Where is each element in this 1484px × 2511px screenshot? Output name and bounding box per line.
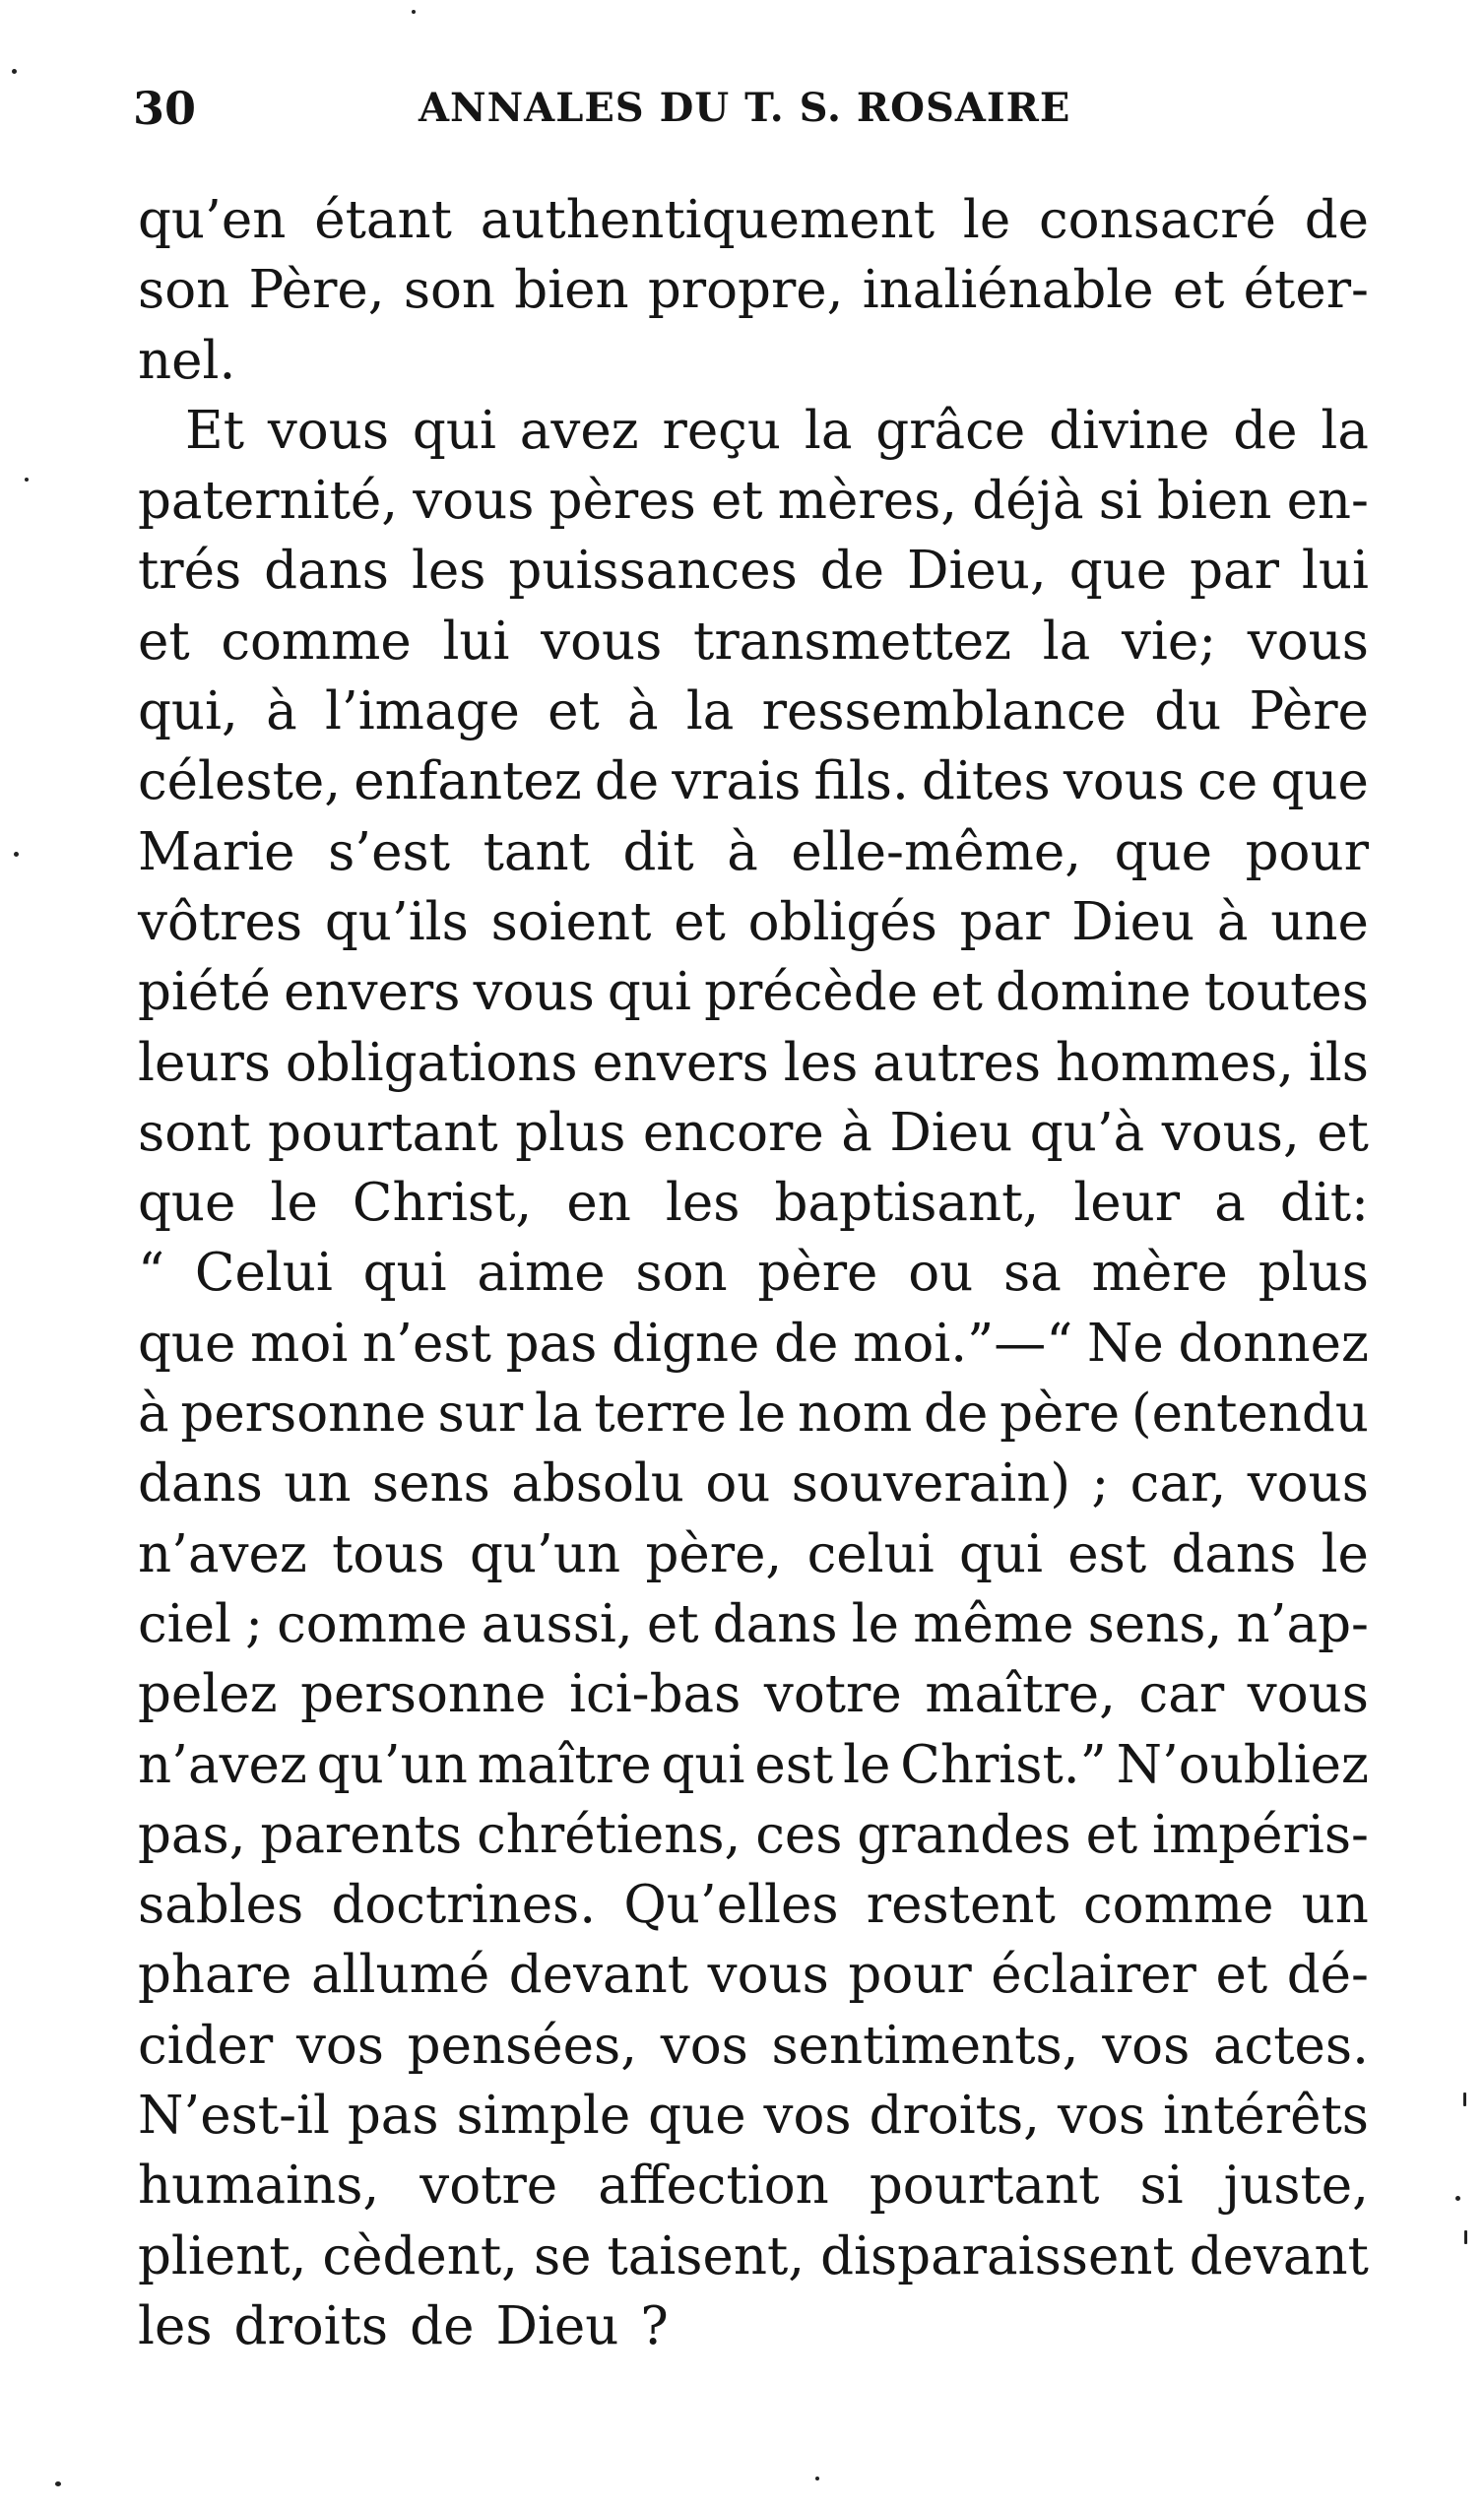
word: pas: [347, 2086, 439, 2147]
word: Dieu: [495, 2295, 619, 2356]
word: comme: [277, 1593, 468, 1654]
text-line: [138, 957, 1369, 1027]
word: Qu’elles: [623, 1875, 839, 1936]
word: pour: [848, 1945, 972, 2006]
text-line: [138, 1238, 1369, 1308]
word: les: [138, 2295, 213, 2356]
word: sa: [1003, 1243, 1062, 1304]
word: Christ,: [352, 1173, 533, 1234]
word: par: [1190, 541, 1279, 602]
word: pères: [548, 471, 696, 532]
word: propre,: [647, 260, 844, 321]
word: le: [270, 1173, 318, 1234]
word: autres: [872, 1032, 1042, 1093]
word: éclairer: [991, 1945, 1196, 2006]
word: lui: [1301, 541, 1369, 602]
word: humains,: [138, 2156, 380, 2217]
text-line: [138, 2221, 1369, 2291]
word: vous: [1063, 751, 1186, 812]
word: divine: [1049, 400, 1210, 461]
word: toutes: [1203, 962, 1369, 1023]
text-line: [138, 2151, 1369, 2221]
word: inaliénable: [862, 260, 1154, 321]
word: ressemblance: [761, 681, 1128, 742]
scan-speck: [815, 2477, 819, 2480]
word: ciel: [138, 1593, 231, 1654]
word: ces: [755, 1804, 843, 1865]
word: sens,: [1087, 1593, 1223, 1654]
scan-speck: [1455, 2196, 1460, 2201]
text-line: [138, 746, 1369, 816]
word: leurs: [138, 1032, 271, 1093]
word: vous: [1247, 1453, 1369, 1514]
word: parents: [260, 1804, 463, 1865]
word: souverain): [791, 1453, 1071, 1514]
word: qu’en: [138, 190, 287, 250]
text-line: [138, 1168, 1369, 1238]
word: du: [1154, 681, 1222, 742]
word: les: [783, 1032, 859, 1093]
word: personne: [180, 1384, 426, 1445]
word: dans: [264, 541, 389, 602]
word: pourtant: [869, 2156, 1100, 2217]
word: cider: [138, 2015, 274, 2076]
word: une: [1270, 891, 1369, 952]
word: le: [843, 1734, 891, 1795]
body-text: [138, 185, 1369, 2361]
word: le: [962, 190, 1011, 250]
word: vos: [1057, 2086, 1146, 2147]
word: vrais: [672, 751, 802, 812]
word: pas,: [138, 1804, 246, 1865]
word: Père: [1249, 681, 1369, 742]
word: lui: [442, 611, 510, 672]
word: vos: [660, 2015, 748, 2076]
word: ?: [640, 2295, 669, 2356]
text-line: [138, 607, 1369, 676]
word: obligations: [285, 1032, 578, 1093]
word: mères,: [777, 471, 958, 532]
running-title: ANNALES DU T. S. ROSAIRE: [419, 85, 1071, 131]
word: consacré: [1038, 190, 1276, 250]
word: N’est-il: [138, 2086, 330, 2147]
word: pourtant: [268, 1102, 498, 1163]
word: et: [646, 1593, 699, 1654]
word: (entendu: [1130, 1384, 1369, 1445]
word: est: [1067, 1523, 1147, 1584]
word: éter-: [1243, 260, 1369, 321]
word: comme: [1082, 1875, 1274, 1936]
word: qui: [958, 1523, 1043, 1584]
word: juste,: [1223, 2156, 1369, 2217]
word: votre: [763, 1664, 902, 1725]
word: vous: [473, 962, 595, 1023]
word: vous,: [1161, 1102, 1300, 1163]
word: aime: [477, 1243, 606, 1304]
word: n’avez: [138, 1734, 307, 1795]
word: vous: [541, 611, 663, 672]
word: père: [757, 1243, 878, 1304]
word: plus: [1258, 1243, 1369, 1304]
word: de: [410, 2295, 475, 2356]
text-line: [138, 326, 1369, 396]
word: que: [138, 1313, 236, 1374]
word: qu’à: [1029, 1102, 1145, 1163]
text-line: [138, 255, 1369, 325]
word: authentiquement: [480, 190, 936, 250]
page-header: [133, 69, 1374, 148]
word: encore: [642, 1102, 824, 1163]
word: son: [635, 1243, 728, 1304]
word: que: [1270, 751, 1369, 812]
word: et: [1085, 1804, 1138, 1865]
scan-speck: [12, 69, 17, 74]
word: que: [648, 2086, 746, 2147]
text-line: [138, 1659, 1369, 1729]
word: même: [913, 1593, 1074, 1654]
word: droits: [233, 2295, 389, 2356]
text-line: [138, 466, 1369, 536]
word: qui: [661, 1734, 745, 1795]
word: puissances: [508, 541, 798, 602]
word: pour: [1245, 821, 1369, 882]
text-line: [138, 1800, 1369, 1870]
word: hommes,: [1056, 1032, 1294, 1093]
word: vous: [1247, 611, 1369, 672]
word: s’est: [328, 821, 451, 882]
word: leur: [1073, 1173, 1181, 1234]
word: ou: [908, 1243, 974, 1304]
word: son: [138, 260, 230, 321]
word: et: [1172, 260, 1225, 321]
word: de: [1304, 190, 1369, 250]
word: impéris-: [1152, 1804, 1369, 1865]
word: absolu: [511, 1453, 684, 1514]
word: actes.: [1212, 2015, 1369, 2076]
text-line: [138, 2291, 1369, 2361]
word: sentiments,: [771, 2015, 1079, 2076]
word: restent: [866, 1875, 1056, 1936]
word: et: [1317, 1102, 1369, 1163]
word: vous: [707, 1945, 829, 2006]
word: de: [774, 1313, 839, 1374]
word: envers: [284, 962, 461, 1023]
word: affection: [598, 2156, 829, 2217]
word: sables: [138, 1875, 304, 1936]
word: un: [1301, 1875, 1369, 1936]
word: de: [924, 1384, 989, 1445]
word: fils.: [813, 751, 909, 812]
word: soient: [490, 891, 652, 952]
word: plus: [515, 1102, 626, 1163]
word: si: [1098, 471, 1142, 532]
word: cèdent,: [322, 2225, 519, 2286]
word: la: [1321, 400, 1369, 461]
word: sont: [138, 1102, 251, 1163]
word: et: [1215, 1945, 1268, 2006]
word: à: [727, 821, 758, 882]
text-line: [138, 1519, 1369, 1589]
scan-speck: [25, 478, 29, 482]
word: doctrines.: [331, 1875, 597, 1936]
text-line: [138, 1098, 1369, 1168]
word: moi.”—“: [853, 1313, 1073, 1374]
word: pensées,: [407, 2015, 638, 2076]
word: vos: [1102, 2015, 1191, 2076]
text-line: [138, 1730, 1369, 1800]
word: l’image: [324, 681, 520, 742]
word: père,: [645, 1523, 783, 1584]
word: ou: [705, 1453, 771, 1514]
text-line: [138, 185, 1369, 255]
text-line: [138, 676, 1369, 746]
word: nel.: [138, 330, 236, 391]
word: n’ap-: [1236, 1593, 1369, 1654]
word: intérêts: [1163, 2086, 1369, 2147]
word: qui: [362, 1243, 447, 1304]
word: disparaissent: [820, 2225, 1174, 2286]
text-line: [138, 1028, 1369, 1098]
word: dit:: [1279, 1173, 1369, 1234]
word: Dieu: [889, 1102, 1013, 1163]
word: étant: [314, 190, 452, 250]
text-line: [138, 536, 1369, 606]
word: la: [1042, 611, 1091, 672]
text-line: [138, 2011, 1369, 2081]
text-line: [138, 1449, 1369, 1518]
word: père: [1000, 1384, 1121, 1445]
word: si: [1139, 2156, 1184, 2217]
word: Christ.”: [900, 1734, 1107, 1795]
word: que: [138, 1173, 236, 1234]
word: maître,: [925, 1664, 1116, 1725]
text-line: [138, 817, 1369, 887]
word: reçu: [662, 400, 782, 461]
word: obligés: [747, 891, 937, 952]
text-line: [138, 1940, 1369, 2010]
word: simple: [456, 2086, 631, 2147]
word: se: [533, 2225, 592, 2286]
word: céleste,: [138, 751, 342, 812]
word: personne: [300, 1664, 547, 1725]
word: à: [138, 1384, 169, 1445]
word: Dieu,: [906, 541, 1047, 602]
word: qui: [412, 400, 496, 461]
text-line: [138, 396, 1369, 466]
text-line: [138, 1309, 1369, 1379]
word: vie;: [1121, 611, 1217, 672]
word: qu’ils: [324, 891, 469, 952]
word: devant: [1189, 2225, 1369, 2286]
word: qu’un: [316, 1734, 468, 1795]
word: qui,: [138, 681, 238, 742]
word: Celui: [194, 1243, 333, 1304]
word: le: [1321, 1523, 1369, 1584]
word: et: [138, 611, 190, 672]
word: vos: [295, 2015, 384, 2076]
scan-speck: [412, 10, 416, 14]
word: le: [851, 1593, 900, 1654]
word: Ne: [1087, 1313, 1164, 1374]
word: et: [931, 962, 983, 1023]
word: car,: [1129, 1453, 1227, 1514]
word: vous: [413, 471, 535, 532]
word: le: [738, 1384, 787, 1445]
word: ici-bas: [569, 1664, 742, 1725]
word: vôtres: [138, 891, 303, 952]
word: bien: [514, 260, 629, 321]
word: de: [819, 541, 885, 602]
word: pas: [505, 1313, 598, 1374]
word: maître: [477, 1734, 652, 1795]
word: tous: [332, 1523, 445, 1584]
word: n’est: [362, 1313, 491, 1374]
word: Père,: [248, 260, 385, 321]
word: par: [959, 891, 1050, 952]
word: domine: [996, 962, 1192, 1023]
word: trés: [138, 541, 242, 602]
word: dit: [622, 821, 694, 882]
word: bien: [1157, 471, 1272, 532]
scan-speck: [55, 2481, 61, 2486]
scan-speck: [1463, 2092, 1466, 2106]
word: mère: [1091, 1243, 1228, 1304]
word: à: [266, 681, 297, 742]
word: terre: [594, 1384, 728, 1445]
word: la: [804, 400, 853, 461]
page-number: 30: [133, 82, 197, 135]
word: et: [674, 891, 726, 952]
word: digne: [612, 1313, 760, 1374]
word: et: [548, 681, 600, 742]
word: transmettez: [693, 611, 1012, 672]
word: allumé: [310, 1945, 490, 2006]
word: plient,: [138, 2225, 307, 2286]
text-line: [138, 887, 1369, 957]
word: elle-même,: [791, 821, 1082, 882]
word: de: [1233, 400, 1298, 461]
word: sens: [371, 1453, 490, 1514]
scan-speck: [14, 852, 19, 857]
word: Dieu: [1071, 891, 1195, 952]
word: ;: [245, 1593, 263, 1654]
word: ils: [1308, 1032, 1369, 1093]
word: en-: [1286, 471, 1369, 532]
word: est: [754, 1734, 834, 1795]
word: que: [1114, 821, 1213, 882]
text-line: [138, 1589, 1369, 1659]
word: en: [566, 1173, 631, 1234]
word: nom: [797, 1384, 913, 1445]
word: avez: [519, 400, 639, 461]
word: paternité,: [138, 471, 399, 532]
word: ;: [1091, 1453, 1110, 1514]
word: n’avez: [138, 1523, 307, 1584]
word: dé-: [1286, 1945, 1369, 2006]
text-line: [138, 1379, 1369, 1449]
word: “: [138, 1243, 165, 1304]
word: grâce: [875, 400, 1026, 461]
word: à: [1216, 891, 1249, 952]
word: dans: [712, 1593, 838, 1654]
word: chrétiens,: [477, 1804, 742, 1865]
word: ce: [1197, 751, 1258, 812]
word: dites: [921, 751, 1051, 812]
word: devant: [508, 1945, 689, 2006]
word: dans: [1171, 1523, 1297, 1584]
word: pelez: [138, 1664, 278, 1725]
word: qu’un: [469, 1523, 621, 1584]
word: les: [665, 1173, 741, 1234]
word: Et: [185, 400, 244, 461]
word: la: [685, 681, 735, 742]
word: a: [1214, 1173, 1246, 1234]
word: à: [841, 1102, 872, 1163]
text-line: [138, 2081, 1369, 2151]
word: grandes: [857, 1804, 1071, 1865]
word: vous: [267, 400, 390, 461]
word: comme: [221, 611, 412, 672]
word: votre: [419, 2156, 558, 2217]
word: son: [403, 260, 496, 321]
word: envers: [592, 1032, 769, 1093]
word: droits,: [869, 2086, 1041, 2147]
word: phare: [138, 1945, 292, 2006]
word: dans: [138, 1453, 263, 1514]
word: aussi,: [481, 1593, 633, 1654]
word: de: [594, 751, 660, 812]
word: un: [284, 1453, 352, 1514]
word: à: [626, 681, 659, 742]
word: enfantez: [354, 751, 582, 812]
word: que: [1068, 541, 1168, 602]
word: N’oubliez: [1116, 1734, 1369, 1795]
text-line: [138, 1870, 1369, 1940]
word: piété: [138, 962, 271, 1023]
word: vos: [763, 2086, 852, 2147]
word: tant: [483, 821, 590, 882]
word: baptisant,: [774, 1173, 1040, 1234]
word: déjà: [972, 471, 1084, 532]
word: Marie: [138, 821, 295, 882]
word: sur: [437, 1384, 524, 1445]
word: moi: [250, 1313, 349, 1374]
word: celui: [807, 1523, 935, 1584]
scan-speck: [1464, 2230, 1467, 2244]
word: taisent,: [607, 2225, 806, 2286]
word: précède: [704, 962, 919, 1023]
word: vous: [1247, 1664, 1369, 1725]
word: donnez: [1178, 1313, 1369, 1374]
word: car: [1138, 1664, 1225, 1725]
word: la: [535, 1384, 583, 1445]
word: les: [411, 541, 486, 602]
word: qui: [607, 962, 691, 1023]
word: et: [710, 471, 763, 532]
